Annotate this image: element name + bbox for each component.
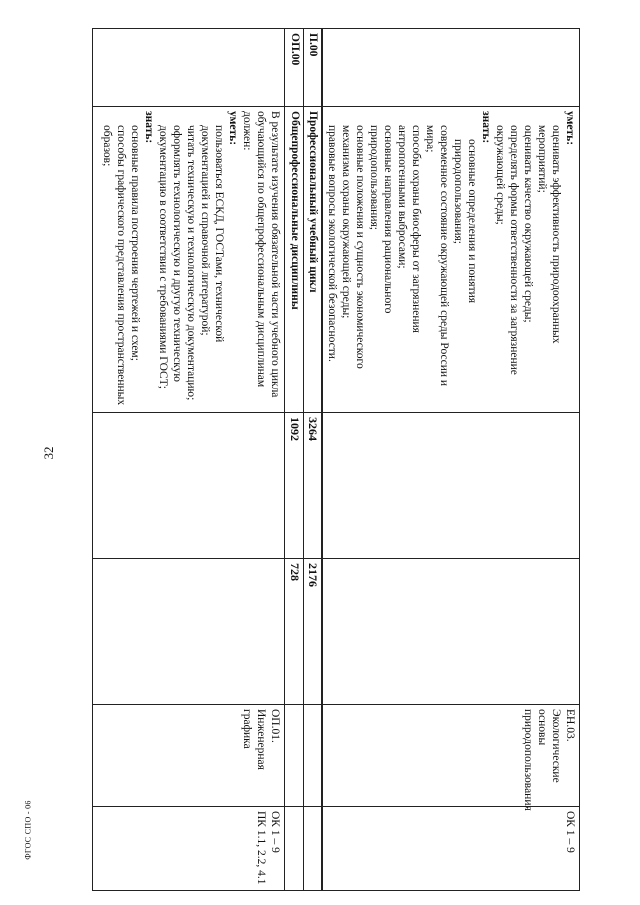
cell-discipline: ОП.01. Инженерная графика — [93, 705, 285, 807]
list-item: основные определения и понятия природопользования; — [451, 139, 478, 304]
umet-label: уметь: — [564, 111, 576, 146]
cell-required-hours: 728 — [285, 559, 303, 705]
cell-description: Профессиональный учебный цикл — [303, 107, 322, 413]
list-item: способы охраны биосферы от загрязнения антропогенными выбросами; — [395, 125, 422, 333]
list-item: основные правила построения чертежей и схем; — [129, 125, 142, 361]
cell-total-hours: 3264 — [303, 413, 322, 559]
cell-total-hours — [322, 413, 580, 559]
cell-required-hours — [322, 559, 580, 705]
cell-code — [93, 29, 285, 107]
cell-code: П.00 — [303, 29, 322, 107]
cell-competences — [93, 807, 285, 891]
footer-text: ФГОС СПО - 06 — [23, 800, 33, 860]
cell-code: ОП.00 — [285, 29, 303, 107]
list-item: пользоваться ЕСКД, ГОСТами, технической документацией и справочной литературой; — [199, 125, 226, 343]
table-row — [285, 29, 303, 891]
competence-line: ОК 1 – 9 — [269, 811, 282, 853]
list-item: определять формы ответственности за загрязнение окружающей среды; — [493, 125, 520, 375]
cell-competences — [285, 807, 303, 891]
cell-discipline — [285, 705, 303, 807]
cell-competences — [303, 807, 322, 891]
intro-text: В результате изучения обязательной части учебного цикла обучающийся по общепрофессиональным дисциплинам должен: — [241, 111, 282, 398]
list-item: основные положения и сущность экономического механизма охраны окружающей среды; — [339, 125, 366, 369]
cell-code — [322, 29, 580, 107]
table-row — [303, 29, 322, 891]
list-item: читать техническую и технологическую документацию; — [185, 125, 198, 401]
cell-discipline: ЕН.03. Экологические основы природопользования — [322, 705, 580, 807]
list-item: оценивать качество окружающей среды; — [521, 125, 534, 323]
list-item: способы графического представления пространственных образов; — [101, 125, 128, 406]
list-item: основные направления рационального природопользования; — [367, 125, 394, 314]
znat-label: знать: — [479, 111, 492, 144]
table-row — [322, 29, 580, 891]
competence-line: ПК 1.1, 2.2, 4.1 — [255, 811, 268, 885]
list-item: современное состояние окружающей среды России и мира; — [423, 125, 450, 387]
cell-total-hours: 1092 — [285, 413, 303, 559]
umet-label: уметь: — [227, 111, 240, 146]
curriculum-table — [92, 28, 580, 890]
cell-description: Общепрофессиональные дисциплины — [285, 107, 303, 413]
znat-label: знать: — [143, 111, 156, 144]
cell-required-hours: 2176 — [303, 559, 322, 705]
list-item: правовые вопросы экологической безопасности. — [325, 125, 338, 362]
cell-description — [322, 107, 580, 413]
cell-description — [93, 107, 285, 413]
cell-discipline — [303, 705, 322, 807]
table-row — [93, 29, 285, 891]
cell-required-hours — [93, 559, 285, 705]
list-item: оценивать эффективность природоохранных мероприятий; — [535, 125, 562, 344]
page-number: 32 — [41, 446, 56, 460]
cell-competences: ОК 1 – 9 — [322, 807, 580, 891]
cell-total-hours — [93, 413, 285, 559]
list-item: оформлять технологическую и другую техническую документацию в соответствии с требованиями ГОСТ; — [157, 125, 184, 389]
